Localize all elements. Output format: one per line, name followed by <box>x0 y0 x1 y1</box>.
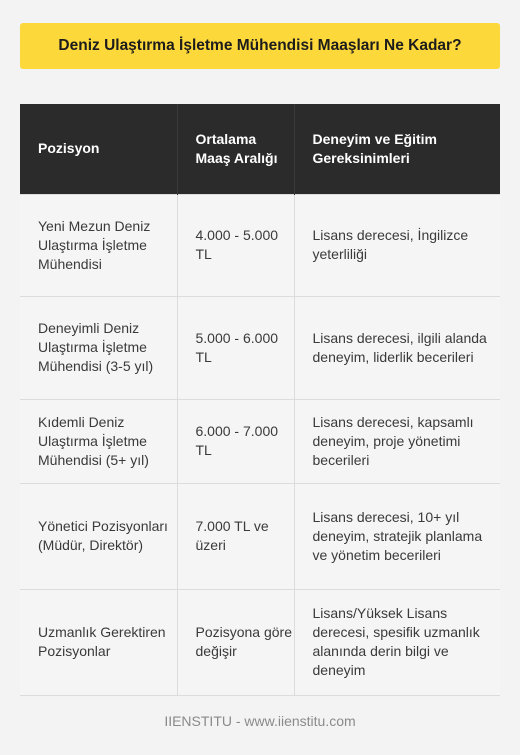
cell-salary: Pozisyona göre değişir <box>177 589 294 695</box>
cell-salary: 6.000 - 7.000 TL <box>177 399 294 483</box>
table-row <box>20 194 500 296</box>
cell-position: Yönetici Pozisyonları (Müdür, Direktör) <box>20 483 177 589</box>
cell-requirements: Lisans derecesi, kapsamlı deneyim, proje yönetimi becerileri <box>294 399 500 483</box>
cell-salary: 5.000 - 6.000 TL <box>177 296 294 399</box>
table-header-row <box>20 104 500 194</box>
header-position: Pozisyon <box>20 104 177 194</box>
page-title: Deniz Ulaştırma İşletme Mühendisi Maaşları Ne Kadar? <box>20 23 500 69</box>
cell-requirements: Lisans derecesi, 10+ yıl deneyim, stratejik planlama ve yönetim becerileri <box>294 483 500 589</box>
cell-position: Yeni Mezun Deniz Ulaştırma İşletme Mühendisi <box>20 194 177 296</box>
cell-position: Kıdemli Deniz Ulaştırma İşletme Mühendisi (5+ yıl) <box>20 399 177 483</box>
table-row <box>20 296 500 399</box>
table-row <box>20 399 500 483</box>
table-row <box>20 589 500 695</box>
cell-requirements: Lisans/Yüksek Lisans derecesi, spesifik uzmanlık alanında derin bilgi ve deneyim <box>294 589 500 695</box>
cell-position: Deneyimli Deniz Ulaştırma İşletme Mühendisi (3-5 yıl) <box>20 296 177 399</box>
cell-requirements: Lisans derecesi, İngilizce yeterliliği <box>294 194 500 296</box>
table-row <box>20 483 500 589</box>
cell-salary: 7.000 TL ve üzeri <box>177 483 294 589</box>
cell-salary: 4.000 - 5.000 TL <box>177 194 294 296</box>
footer-credit: IIENSTITU - www.iienstitu.com <box>164 713 356 729</box>
header-salary-range: Ortalama Maaş Aralığı <box>177 104 294 194</box>
salary-table <box>20 104 500 696</box>
cell-requirements: Lisans derecesi, ilgili alanda deneyim, liderlik becerileri <box>294 296 500 399</box>
cell-position: Uzmanlık Gerektiren Pozisyonlar <box>20 589 177 695</box>
header-requirements: Deneyim ve Eğitim Gereksinimleri <box>294 104 500 194</box>
